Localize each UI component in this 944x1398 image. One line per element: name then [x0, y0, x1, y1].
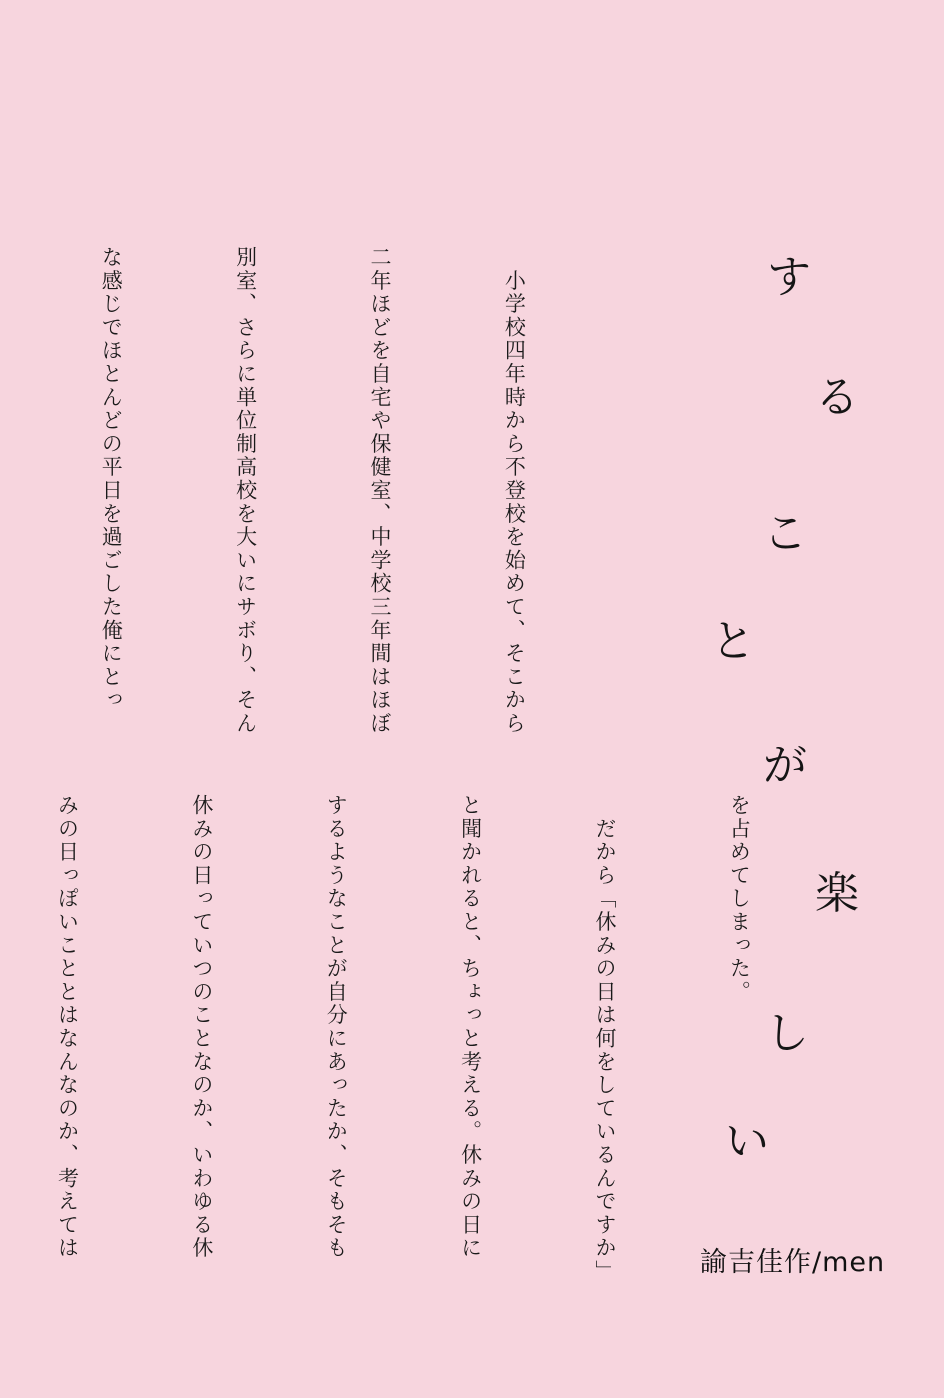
body-line: と聞かれると、ちょっと考える。休みの日に	[458, 794, 483, 1260]
title-char: と	[711, 616, 755, 667]
body-line: みの日っぽいこととはなんなのか、考えては	[55, 794, 80, 1260]
body-line: な感じでほとんどの平日を過ごした俺にとっ	[99, 246, 124, 712]
author-byline: 諭吉佳作/men	[700, 1247, 886, 1278]
body-line: 休みの日っていつのことなのか、いわゆる休	[189, 794, 214, 1260]
body-line: 別室、さらに単位制高校を大いにサボり、そん	[233, 246, 258, 736]
body-text-top	[0, 246, 626, 746]
body-line: 小学校四年時から不登校を始めて、そこから	[502, 246, 527, 736]
title-char: 楽	[815, 868, 859, 919]
body-line: を占めてしまった。	[727, 794, 752, 1004]
body-text-bottom	[0, 794, 851, 1324]
title-char: こ	[763, 508, 807, 559]
title-char: い	[725, 1116, 769, 1167]
body-line: するようなことが自分にあったか、そもそも	[324, 794, 349, 1260]
title-char: る	[815, 372, 859, 423]
body-line: 二年ほどを自宅や保健室、中学校三年間はほぼ	[368, 246, 393, 736]
title-char: が	[763, 740, 807, 791]
title-char: し	[765, 1008, 809, 1059]
title-char: す	[767, 252, 811, 303]
body-line: だから「休みの日は何をしているんですか」	[593, 794, 618, 1284]
